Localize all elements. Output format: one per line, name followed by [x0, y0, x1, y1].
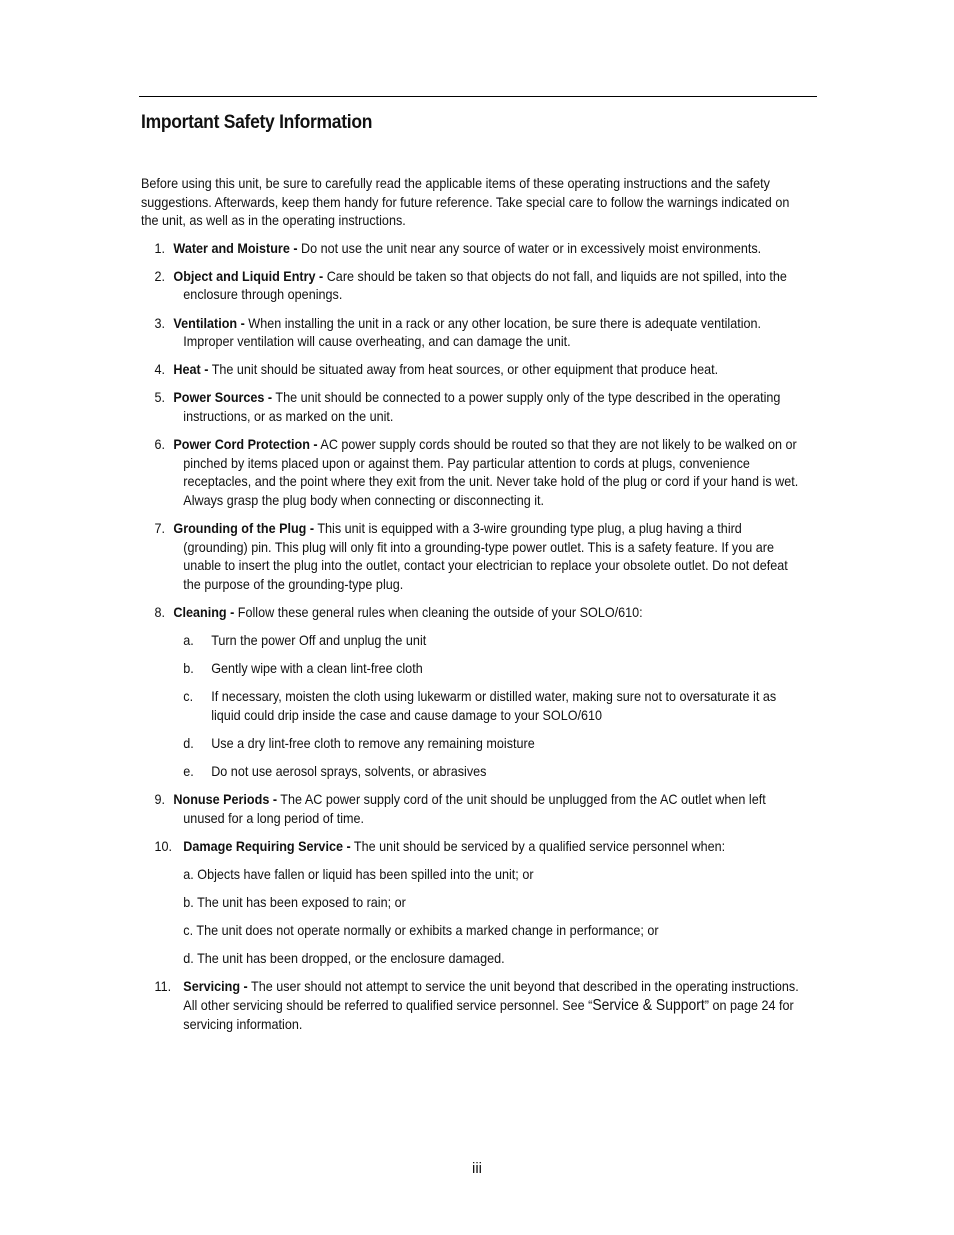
service-condition: c. The unit does not operate normally or exhibits a marked change in performance; or — [183, 921, 659, 938]
step-text: Use a dry lint-free cloth to remove any remaining moisture — [211, 734, 535, 751]
list-item — [141, 435, 807, 509]
service-condition: a. Objects have fallen or liquid has been spilled into the unit; or — [183, 865, 534, 882]
item-text: The unit should be connected to a power supply only of the type described in the operating instructions, or as marked on the unit. — [183, 389, 781, 424]
item-number: 7. — [154, 519, 166, 536]
document-body — [141, 174, 807, 1043]
list-item — [141, 837, 807, 856]
list-item — [141, 388, 807, 425]
step-text: Turn the power Off and unplug the unit — [211, 631, 427, 648]
cleaning-step — [141, 687, 807, 724]
item-text: Follow these general rules when cleaning the outside of your SOLO/610: — [234, 603, 643, 620]
item-text: The AC power supply cord of the unit should be unplugged from the AC outlet when left unused for a long period of time. — [183, 790, 766, 826]
item-title: Power Cord Protection - — [173, 436, 318, 453]
item-number: 3. — [154, 314, 166, 331]
step-letter: b. — [183, 659, 194, 676]
item-number: 2. — [154, 267, 166, 284]
item-number: 10. — [154, 837, 173, 854]
item-number: 8. — [154, 603, 166, 620]
item-text: The unit should be situated away from heat sources, or other equipment that produce heat. — [208, 361, 719, 378]
item-title: Power Sources - — [173, 389, 273, 406]
step-text: Gently wipe with a clean lint-free cloth — [211, 659, 423, 676]
item-title: Object and Liquid Entry - — [173, 267, 324, 284]
list-item — [141, 314, 807, 351]
step-letter: a. — [183, 631, 194, 648]
cleaning-step — [141, 734, 807, 753]
cleaning-step — [141, 659, 807, 678]
item-title: Cleaning - — [173, 603, 235, 620]
item-title: Ventilation - — [173, 314, 245, 331]
cleaning-step — [141, 631, 807, 650]
list-item — [141, 239, 807, 258]
service-support-link[interactable]: Service & Support — [592, 996, 705, 1014]
item-title: Nonuse Periods - — [173, 790, 278, 807]
item-text: When installing the unit in a rack or any other location, be sure there is adequate ventilation. Improper ventilation will cause overheating, and can damage the unit. — [183, 314, 762, 350]
step-letter: d. — [183, 734, 194, 751]
item-title: Grounding of the Plug - — [173, 519, 315, 536]
item-title: Water and Moisture - — [173, 239, 298, 256]
item-text: AC power supply cords should be routed so that they are not likely to be walked on or pinched by items placed upon or against them. Pay particular attention to cords at plugs, convenience receptacles, and the point where they exit from the unit. Never take hold of the plug or cord if your hand is wet. Always grasp the plug body when connecting or disconnecting it. — [183, 436, 799, 508]
item-number: 1. — [154, 239, 166, 256]
intro-paragraph: Before using this unit, be sure to carefully read the applicable items of these operating instructions and the safety suggestions. Afterwards, keep them handy for future reference. Take special care to follow the warnings indicated on the unit, as well as in the operating instructions. — [141, 175, 790, 229]
list-item — [141, 267, 807, 304]
step-text: Do not use aerosol sprays, solvents, or abrasives — [211, 762, 487, 779]
item-text: The user should not attempt to service the unit beyond that described in the operating instructions. All other servicing should be referred to qualified service personnel. See “ — [183, 978, 799, 1013]
step-letter: e. — [183, 762, 194, 779]
item-text: Care should be taken so that objects do not fall, and liquids are not spilled, into the enclosure through openings. — [183, 267, 787, 303]
item-number: 6. — [154, 436, 166, 453]
item-number: 9. — [154, 790, 166, 807]
step-text: If necessary, moisten the cloth using lukewarm or distilled water, making sure not to oversaturate it as liquid could drip inside the case and cause damage to your SOLO/610 — [211, 688, 777, 723]
item-number: 11. — [154, 978, 172, 995]
item-number: 4. — [154, 361, 166, 378]
service-condition: b. The unit has been exposed to rain; or — [183, 893, 406, 910]
item-text: The unit should be serviced by a qualified service personnel when: — [350, 837, 726, 854]
list-item — [141, 977, 807, 1034]
step-letter: c. — [183, 688, 194, 705]
item-title: Servicing - — [183, 978, 248, 995]
list-item — [141, 603, 807, 622]
page-title: Important Safety Information — [141, 112, 373, 133]
item-title: Heat - — [173, 361, 209, 378]
list-item — [141, 790, 807, 827]
item-text-tail: ” on page 24 for servicing information. — [183, 996, 794, 1033]
item-title: Damage Requiring Service - — [183, 837, 351, 854]
item-text: This unit is equipped with a 3-wire grounding type plug, a plug having a third (grounding) pin. This plug will only fit into a grounding-type power outlet. This is a safety feature. If you are unable to insert the plug into the outlet, contact your electrician to replace your obsolete outlet. Do not defeat the purpose of the grounding-type plug. — [183, 519, 788, 592]
item-text: Do not use the unit near any source of water or in excessively moist environments. — [297, 239, 762, 256]
page-number: iii — [472, 1160, 482, 1177]
service-condition: d. The unit has been dropped, or the enclosure damaged. — [183, 950, 505, 966]
list-item — [141, 360, 807, 379]
header-rule — [139, 96, 817, 97]
item-number: 5. — [154, 389, 166, 406]
cleaning-step — [141, 762, 807, 781]
list-item — [141, 519, 807, 593]
